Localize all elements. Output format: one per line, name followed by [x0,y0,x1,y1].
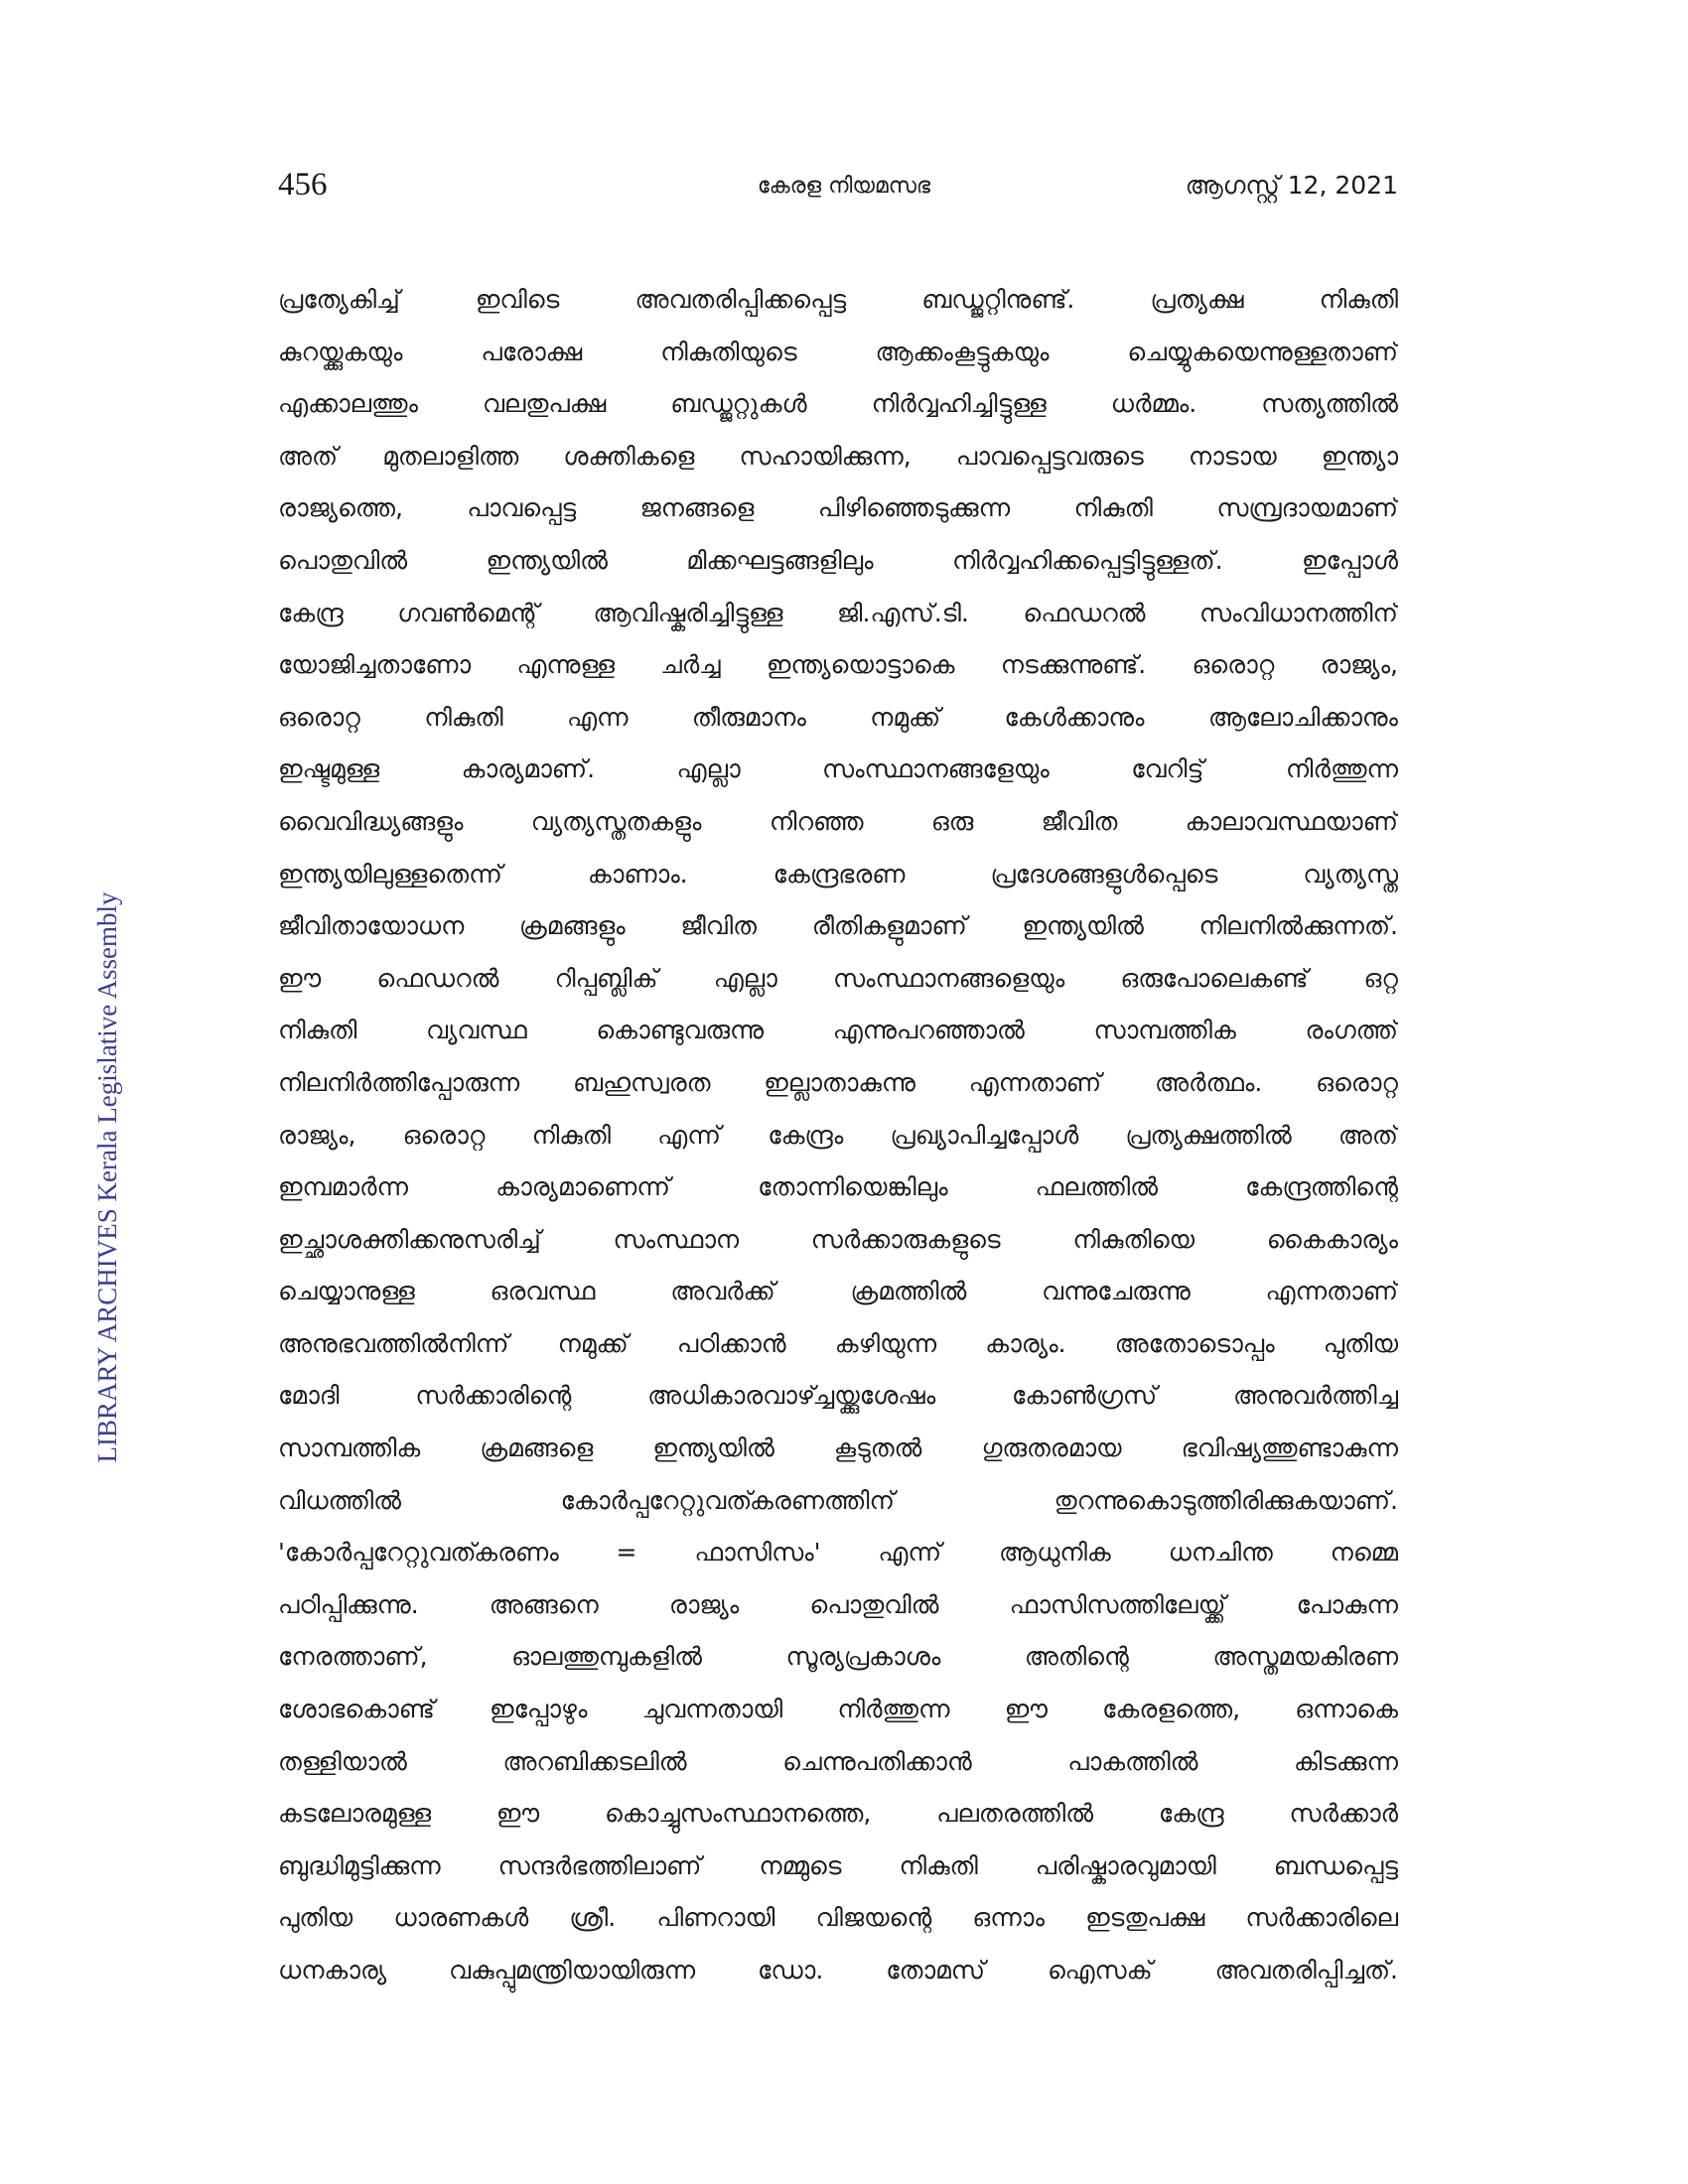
body-text-line: സാമ്പത്തിക ക്രമങ്ങളെ ഇന്ത്യയിൽ കൂടുതൽ ഗുരുതരമായ ഭവിഷ്യത്തുണ്ടാകുന്ന [278,1433,1398,1463]
body-text-line: നേരത്താണ്, ഓലത്തുമ്പുകളിൽ സൂര്യപ്രകാശം അതിന്റെ അസ്തമയകിരണ [278,1642,1398,1672]
page-number: 456 [278,167,328,203]
body-text-line: മോദി സർക്കാരിന്റെ അധികാരവാഴ്ച്ചയ്ക്കുശേഷം കോൺഗ്രസ് അനുവർത്തിച്ച [278,1381,1398,1411]
body-text-line: നിലനിർത്തിപ്പോരുന്ന ബഹുസ്വരത ഇല്ലാതാകുന്നു എന്നതാണ് അർത്ഥം. ഒരൊറ്റ [278,1067,1398,1097]
body-text-line: കേന്ദ്ര ഗവൺമെന്റ് ആവിഷ്കരിച്ചിട്ടുള്ള ജി.എസ്.ടി. ഫെഡറൽ സംവിധാനത്തിന് [278,598,1398,627]
library-archives-watermark: LIBRARY ARCHIVES Kerala Legislative Assembly [92,891,122,1463]
body-text-line: ഇന്ത്യയിലുള്ളതെന്ന് കാണാം. കേന്ദ്രഭരണ പ്രദേശങ്ങളുൾപ്പെടെ വ്യത്യസ്ത [278,859,1398,888]
body-text-line: ചെയ്യാനുള്ള ഒരവസ്ഥ അവർക്ക് ക്രമത്തിൽ വന്നുചേരുന്നു എന്നതാണ് [278,1277,1398,1306]
body-text-line: ഒരൊറ്റ നികുതി എന്ന തീരുമാനം നമുക്ക് കേൾക്കാനും ആലോചിക്കാനും [278,702,1398,732]
body-text-line: ഈ ഫെഡറൽ റിപ്പബ്ലിക് എല്ലാ സംസ്ഥാനങ്ങളെയും ഒരുപോലെകണ്ട് ഒറ്റ [278,963,1398,993]
body-text-line: ഇഷ്ടമുള്ള കാര്യമാണ്. എല്ലാ സംസ്ഥാനങ്ങളേയും വേറിട്ട് നിർത്തുന്ന [278,754,1398,784]
body-text-line: ഇച്ഛാശക്തിക്കനുസരിച്ച് സംസ്ഥാന സർക്കാരുകളുടെ നികുതിയെ കൈകാര്യം [278,1224,1398,1254]
body-text-line: രാജ്യം, ഒരൊറ്റ നികുതി എന്ന് കേന്ദ്രം പ്രഖ്യാപിച്ചപ്പോൾ പ്രത്യക്ഷത്തിൽ അത് [278,1120,1398,1150]
body-text-line: 'കോർപ്പറേറ്റുവത്കരണം = ഫാസിസം' എന്ന് ആധുനിക ധനചിന്ത നമ്മെ [278,1538,1398,1568]
body-text-line: ഇമ്പമാർന്ന കാര്യമാണെന്ന് തോന്നിയെങ്കിലും ഫലത്തിൽ കേന്ദ്രത്തിന്റെ [278,1172,1398,1202]
body-text-line: യോജിച്ചതാണോ എന്നുള്ള ചർച്ച ഇന്ത്യയൊട്ടാകെ നടക്കുന്നുണ്ട്. ഒരൊറ്റ രാജ്യം, [278,650,1398,680]
body-text-line: നികുതി വ്യവസ്ഥ കൊണ്ടുവരുന്നു എന്നുപറഞ്ഞാൽ സാമ്പത്തിക രംഗത്ത് [278,1016,1398,1045]
body-text-line: വിധത്തിൽ കോർപ്പറേറ്റുവത്കരണത്തിന് തുറന്നുകൊടുത്തിരിക്കുകയാണ്. [278,1485,1398,1515]
body-text-line: എക്കാലത്തും വലതുപക്ഷ ബഡ്ജറ്റുകൾ നിർവ്വഹിച്ചിട്ടുള്ള ധർമ്മം. സത്യത്തിൽ [278,389,1398,419]
body-text-line: വൈവിദ്ധ്യങ്ങളും വ്യത്യസ്തതകളും നിറഞ്ഞ ഒരു ജീവിത കാലാവസ്ഥയാണ് [278,806,1398,836]
body-text-line: ശോഭകൊണ്ട് ഇപ്പോഴും ചുവന്നതായി നിർത്തുന്ന ഈ കേരളത്തെ, ഒന്നാകെ [278,1695,1398,1724]
header-date: ആഗസ്റ്റ് 12, 2021 [1185,171,1398,200]
body-text-line: ജീവിതായോധന ക്രമങ്ങളും ജീവിത രീതികളുമാണ് ഇന്ത്യയിൽ നിലനിൽക്കുന്നത്. [278,911,1398,941]
body-text-line: ബുദ്ധിമുട്ടിക്കുന്ന സന്ദർഭത്തിലാണ് നമ്മുടെ നികുതി പരിഷ്കാരവുമായി ബന്ധപ്പെട്ട [278,1850,1398,1880]
body-text-line: പുതിയ ധാരണകൾ ശ്രീ. പിണറായി വിജയന്റെ ഒന്നാം ഇടതുപക്ഷ സർക്കാരിലെ [278,1903,1398,1933]
body-text-line: പ്രത്യേകിച്ച് ഇവിടെ അവതരിപ്പിക്കപ്പെട്ട ബഡ്ജറ്റിനുണ്ട്. പ്രത്യക്ഷ നികുതി [278,285,1398,314]
body-text-line: പഠിപ്പിക്കുന്നു. അങ്ങനെ രാജ്യം പൊതുവിൽ ഫാസിസത്തിലേയ്ക്ക് പോകുന്ന [278,1589,1398,1619]
body-text-line: കടലോരമുള്ള ഈ കൊച്ചുസംസ്ഥാനത്തെ, പലതരത്തിൽ കേന്ദ്ര സർക്കാർ [278,1799,1398,1829]
body-text-line: രാജ്യത്തെ, പാവപ്പെട്ട ജനങ്ങളെ പിഴിഞ്ഞെടുക്കുന്ന നികുതി സമ്പ്രദായമാണ് [278,493,1398,523]
body-text-line: ധനകാര്യ വകുപ്പുമന്ത്രിയായിരുന്ന ഡോ. തോമസ് ഐസക് അവതരിപ്പിച്ചത്. [278,1956,1398,1984]
running-title: കേരള നിയമസഭ [757,174,931,199]
body-text-line: അത് മുതലാളിത്ത ശക്തികളെ സഹായിക്കുന്ന, പാവപ്പെട്ടവരുടെ നാടായ ഇന്ത്യാ [278,441,1398,471]
body-text-line: അനുഭവത്തിൽനിന്ന് നമുക്ക് പഠിക്കാൻ കഴിയുന്ന കാര്യം. അതോടൊപ്പം പുതിയ [278,1328,1398,1358]
body-text-line: പൊതുവിൽ ഇന്ത്യയിൽ മിക്കഘട്ടങ്ങളിലും നിർവ്വഹിക്കപ്പെട്ടിട്ടുള്ളത്. ഇപ്പോൾ [278,545,1398,575]
body-text [278,274,1398,1997]
body-text-line: തള്ളിയാൽ അറബിക്കടലിൽ ചെന്നുപതിക്കാൻ പാകത്തിൽ കിടക്കുന്ന [278,1746,1398,1776]
body-text-line: കുറയ്ക്കുകയും പരോക്ഷ നികുതിയുടെ ആക്കംകൂട്ടുകയും ചെയ്യുകയെന്നുള്ളതാണ് [278,337,1398,366]
